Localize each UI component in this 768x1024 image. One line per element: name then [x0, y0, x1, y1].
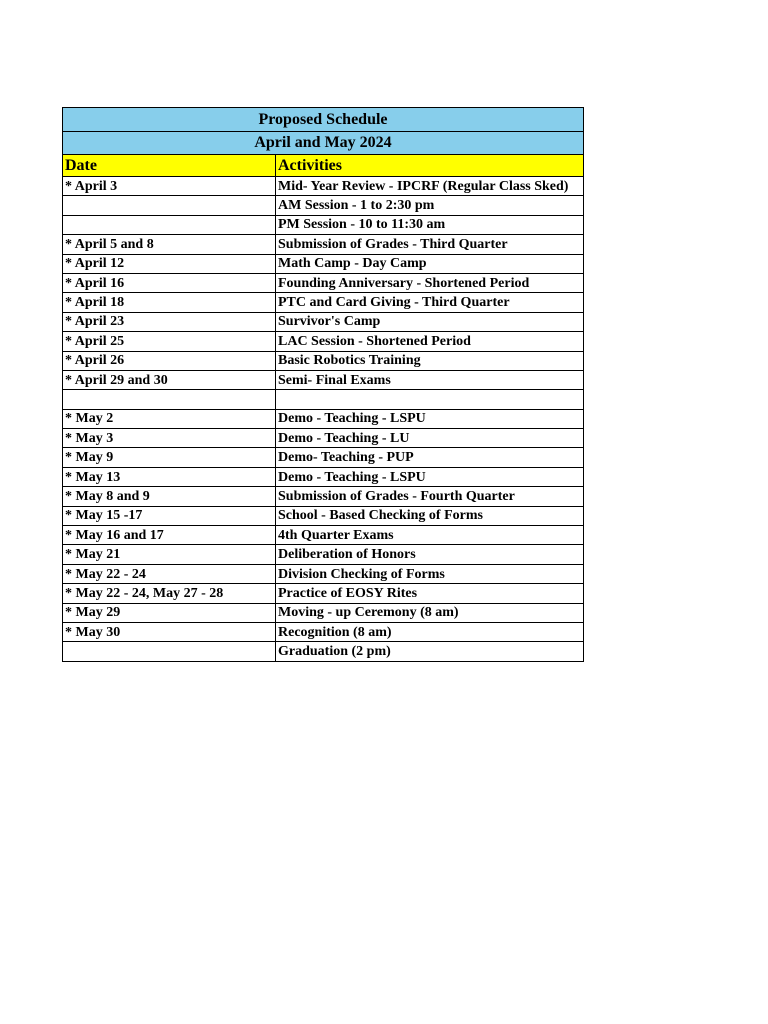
- date-cell: * April 26: [63, 351, 276, 370]
- table-row: [63, 584, 584, 603]
- activities-column-header: Activities: [276, 155, 584, 177]
- table-row: [63, 215, 584, 234]
- column-header-row: [63, 155, 584, 177]
- activity-cell: Demo- Teaching - PUP: [276, 448, 584, 467]
- activity-cell: Moving - up Ceremony (8 am): [276, 603, 584, 622]
- date-cell: * May 15 -17: [63, 506, 276, 525]
- table-row: [63, 312, 584, 331]
- table-row: [63, 332, 584, 351]
- table-row: [63, 177, 584, 196]
- activity-cell: Survivor's Camp: [276, 312, 584, 331]
- table-row: [63, 235, 584, 254]
- table-row: [63, 564, 584, 583]
- date-cell: * May 9: [63, 448, 276, 467]
- date-cell: * May 29: [63, 603, 276, 622]
- table-row: [63, 293, 584, 312]
- date-cell: * April 3: [63, 177, 276, 196]
- date-cell: * April 12: [63, 254, 276, 273]
- schedule-title: Proposed Schedule: [63, 108, 584, 132]
- activity-cell: [276, 390, 584, 409]
- activity-cell: PM Session - 10 to 11:30 am: [276, 215, 584, 234]
- activity-cell: Math Camp - Day Camp: [276, 254, 584, 273]
- date-cell: * May 13: [63, 467, 276, 486]
- title-row: [63, 108, 584, 132]
- activity-cell: Founding Anniversary - Shortened Period: [276, 273, 584, 292]
- schedule-subtitle: April and May 2024: [63, 131, 584, 155]
- table-row: [63, 351, 584, 370]
- table-row: [63, 448, 584, 467]
- date-cell: [63, 642, 276, 661]
- date-cell: * May 30: [63, 622, 276, 641]
- activity-cell: Graduation (2 pm): [276, 642, 584, 661]
- activity-cell: Basic Robotics Training: [276, 351, 584, 370]
- date-cell: * April 23: [63, 312, 276, 331]
- date-cell: [63, 390, 276, 409]
- table-row: [63, 545, 584, 564]
- date-cell: * May 8 and 9: [63, 487, 276, 506]
- table-row: [63, 506, 584, 525]
- subtitle-row: [63, 131, 584, 155]
- activity-cell: Demo - Teaching - LSPU: [276, 409, 584, 428]
- table-row: [63, 254, 584, 273]
- activity-cell: Deliberation of Honors: [276, 545, 584, 564]
- date-cell: * May 3: [63, 429, 276, 448]
- date-column-header: Date: [63, 155, 276, 177]
- table-row: [63, 429, 584, 448]
- table-row: [63, 642, 584, 661]
- activity-cell: Recognition (8 am): [276, 622, 584, 641]
- date-cell: * April 25: [63, 332, 276, 351]
- activity-cell: School - Based Checking of Forms: [276, 506, 584, 525]
- date-cell: * May 16 and 17: [63, 526, 276, 545]
- table-row: [63, 196, 584, 215]
- date-cell: * April 18: [63, 293, 276, 312]
- table-row: [63, 622, 584, 641]
- activity-cell: LAC Session - Shortened Period: [276, 332, 584, 351]
- activity-cell: Practice of EOSY Rites: [276, 584, 584, 603]
- schedule-table: [62, 107, 584, 662]
- date-cell: * May 22 - 24: [63, 564, 276, 583]
- activity-cell: PTC and Card Giving - Third Quarter: [276, 293, 584, 312]
- activity-cell: Demo - Teaching - LSPU: [276, 467, 584, 486]
- table-row: [63, 526, 584, 545]
- table-row: [63, 409, 584, 428]
- activity-cell: Demo - Teaching - LU: [276, 429, 584, 448]
- table-row: [63, 370, 584, 389]
- date-cell: * May 21: [63, 545, 276, 564]
- table-row: [63, 273, 584, 292]
- date-cell: [63, 196, 276, 215]
- activity-cell: 4th Quarter Exams: [276, 526, 584, 545]
- date-cell: * April 29 and 30: [63, 370, 276, 389]
- activity-cell: AM Session - 1 to 2:30 pm: [276, 196, 584, 215]
- activity-cell: Submission of Grades - Third Quarter: [276, 235, 584, 254]
- activity-cell: Submission of Grades - Fourth Quarter: [276, 487, 584, 506]
- schedule-body: [63, 108, 584, 662]
- table-row: [63, 390, 584, 409]
- table-row: [63, 603, 584, 622]
- date-cell: [63, 215, 276, 234]
- activity-cell: Division Checking of Forms: [276, 564, 584, 583]
- date-cell: * May 2: [63, 409, 276, 428]
- activity-cell: Mid- Year Review - IPCRF (Regular Class Sked): [276, 177, 584, 196]
- date-cell: * April 16: [63, 273, 276, 292]
- activity-cell: Semi- Final Exams: [276, 370, 584, 389]
- date-cell: * May 22 - 24, May 27 - 28: [63, 584, 276, 603]
- table-row: [63, 487, 584, 506]
- date-cell: * April 5 and 8: [63, 235, 276, 254]
- table-row: [63, 467, 584, 486]
